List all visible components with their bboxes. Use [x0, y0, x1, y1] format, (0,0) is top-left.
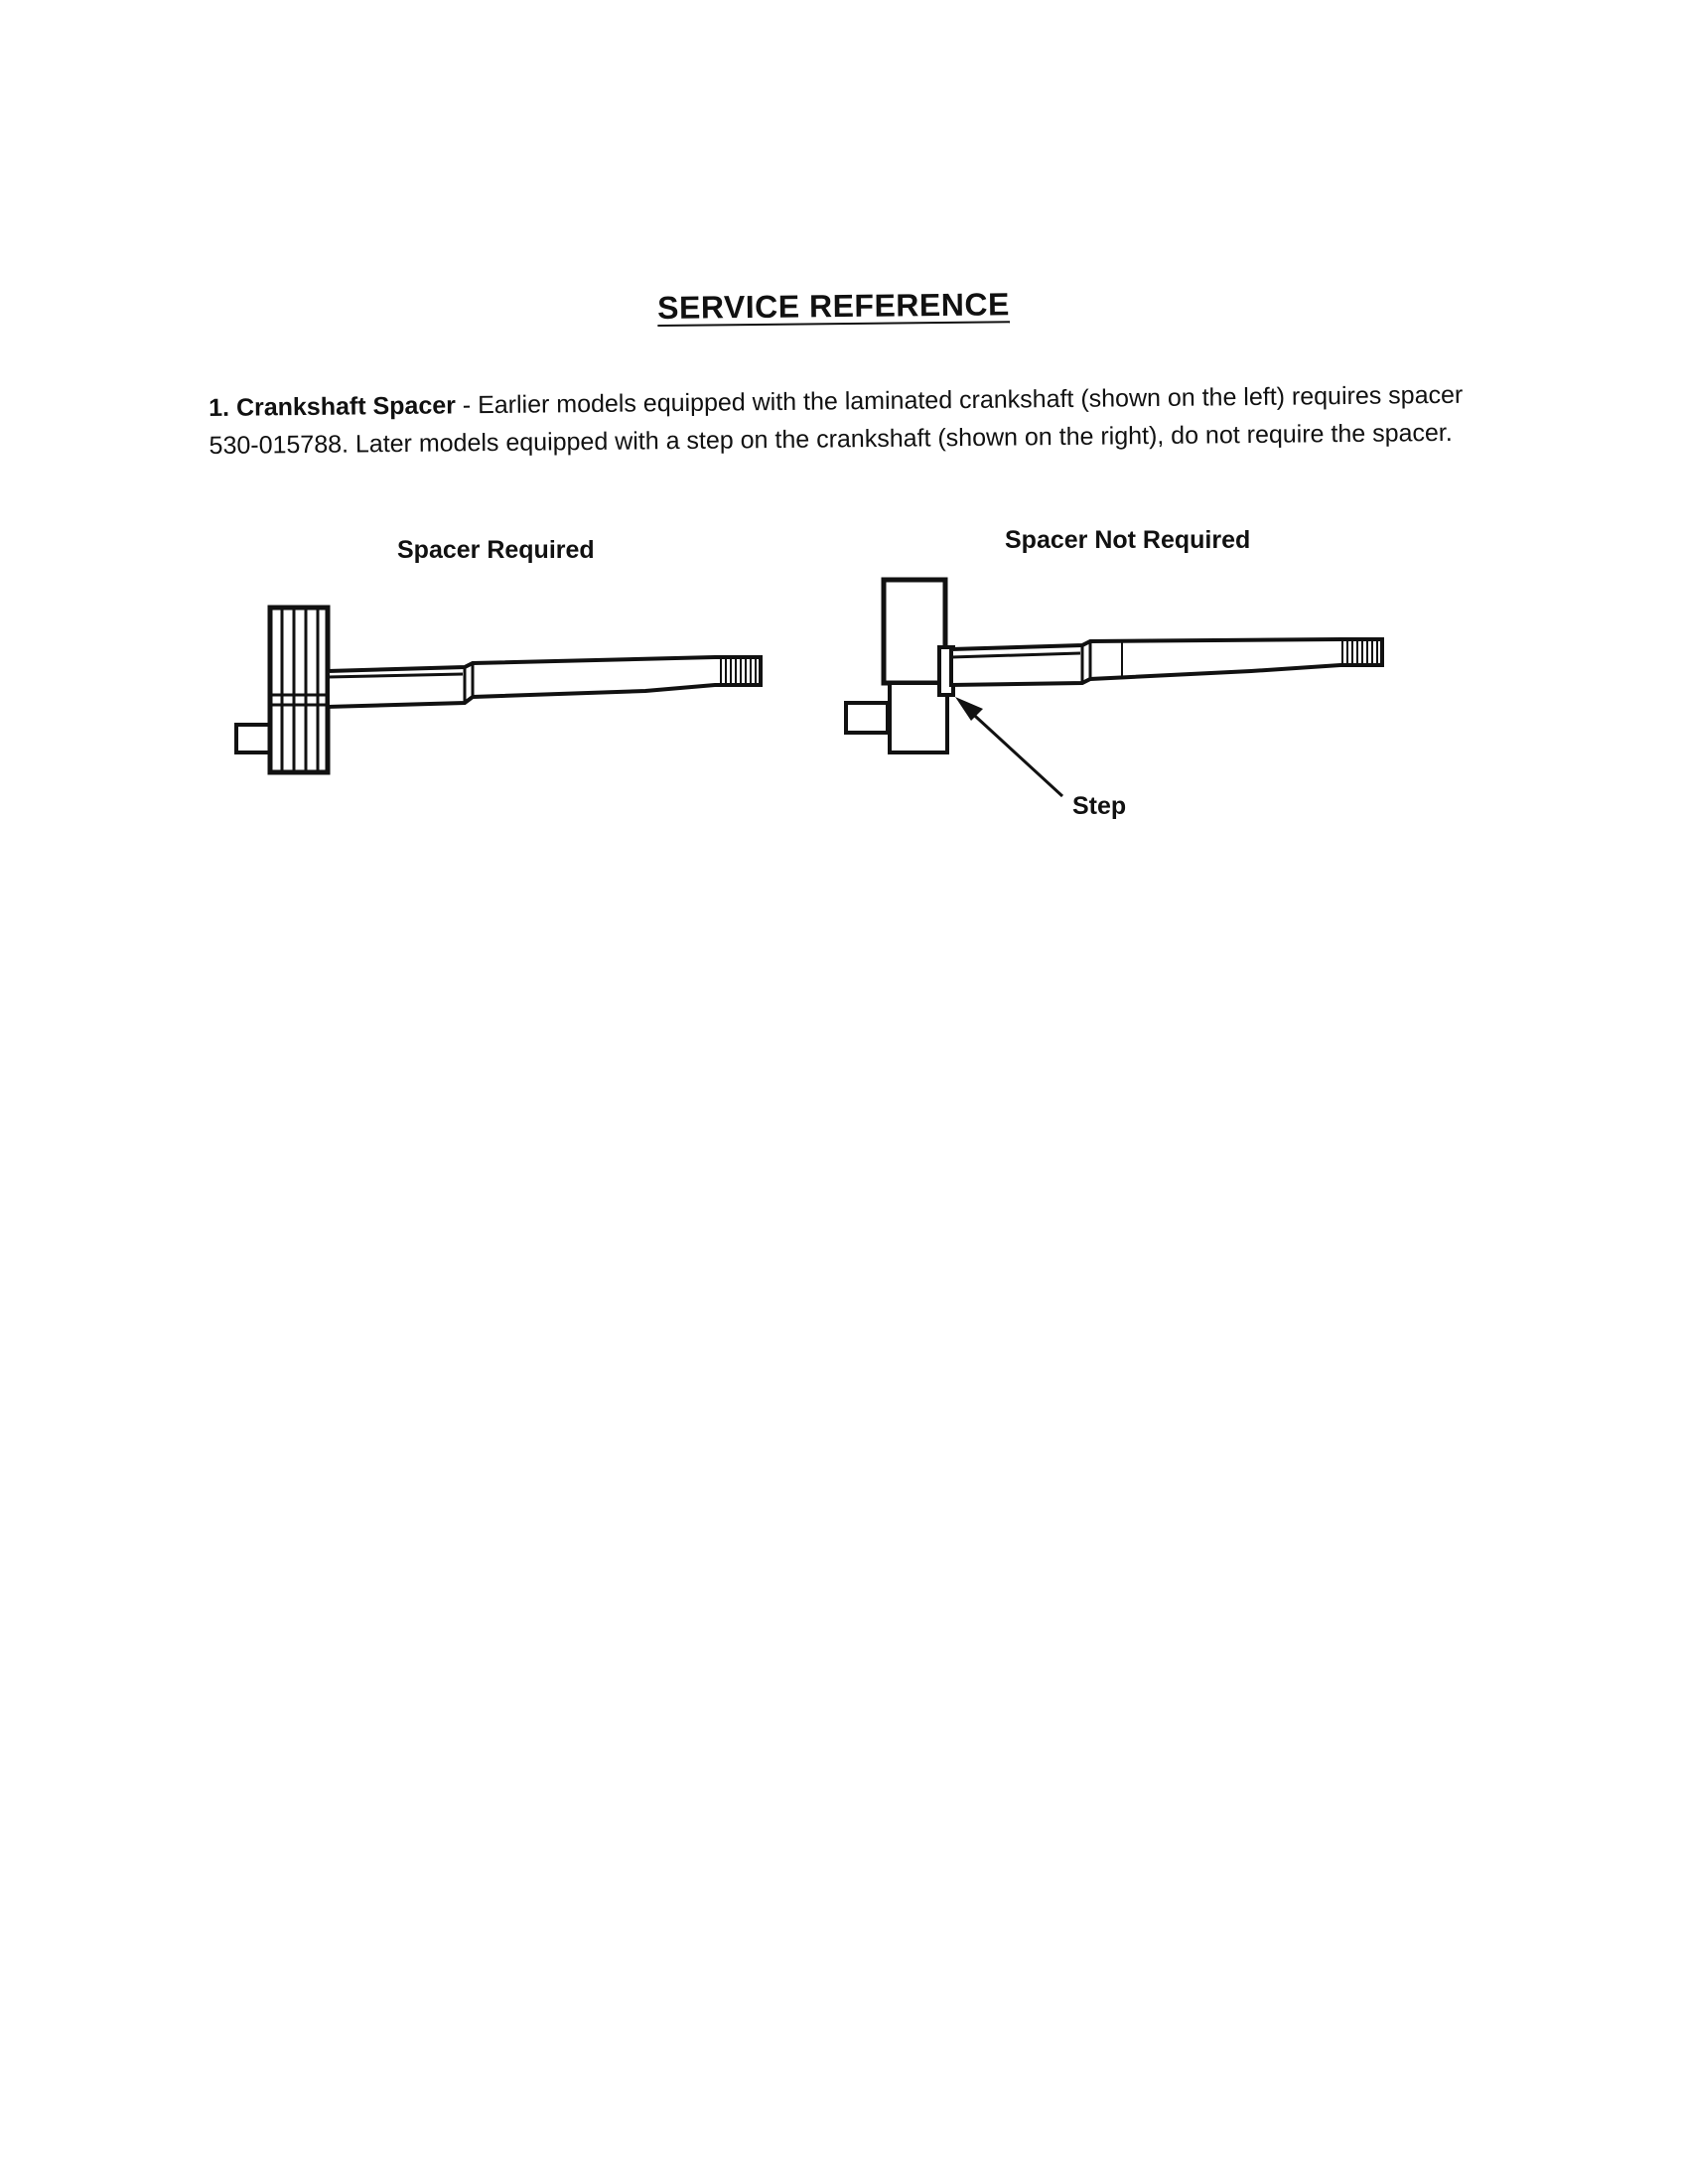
page-title: SERVICE REFERENCE: [657, 286, 1011, 326]
item-separator: -: [455, 391, 479, 420]
item-body: Earlier models equipped with the laminated crankshaft (shown on the left) requires spacer 530-015788. Later models equipped with a step on the crankshaft (shown on the right), do not require the spacer.: [209, 380, 1464, 460]
item-heading: 1. Crankshaft Spacer: [209, 391, 457, 422]
stepped-crankshaft-drawing: [846, 580, 1382, 752]
step-callout-label: Step: [1072, 792, 1127, 820]
laminated-crankshaft-drawing: [236, 608, 761, 772]
spacer-required-label: Spacer Required: [397, 536, 595, 564]
step-callout-arrow: [955, 697, 1062, 796]
spacer-not-required-label: Spacer Not Required: [1005, 526, 1251, 554]
